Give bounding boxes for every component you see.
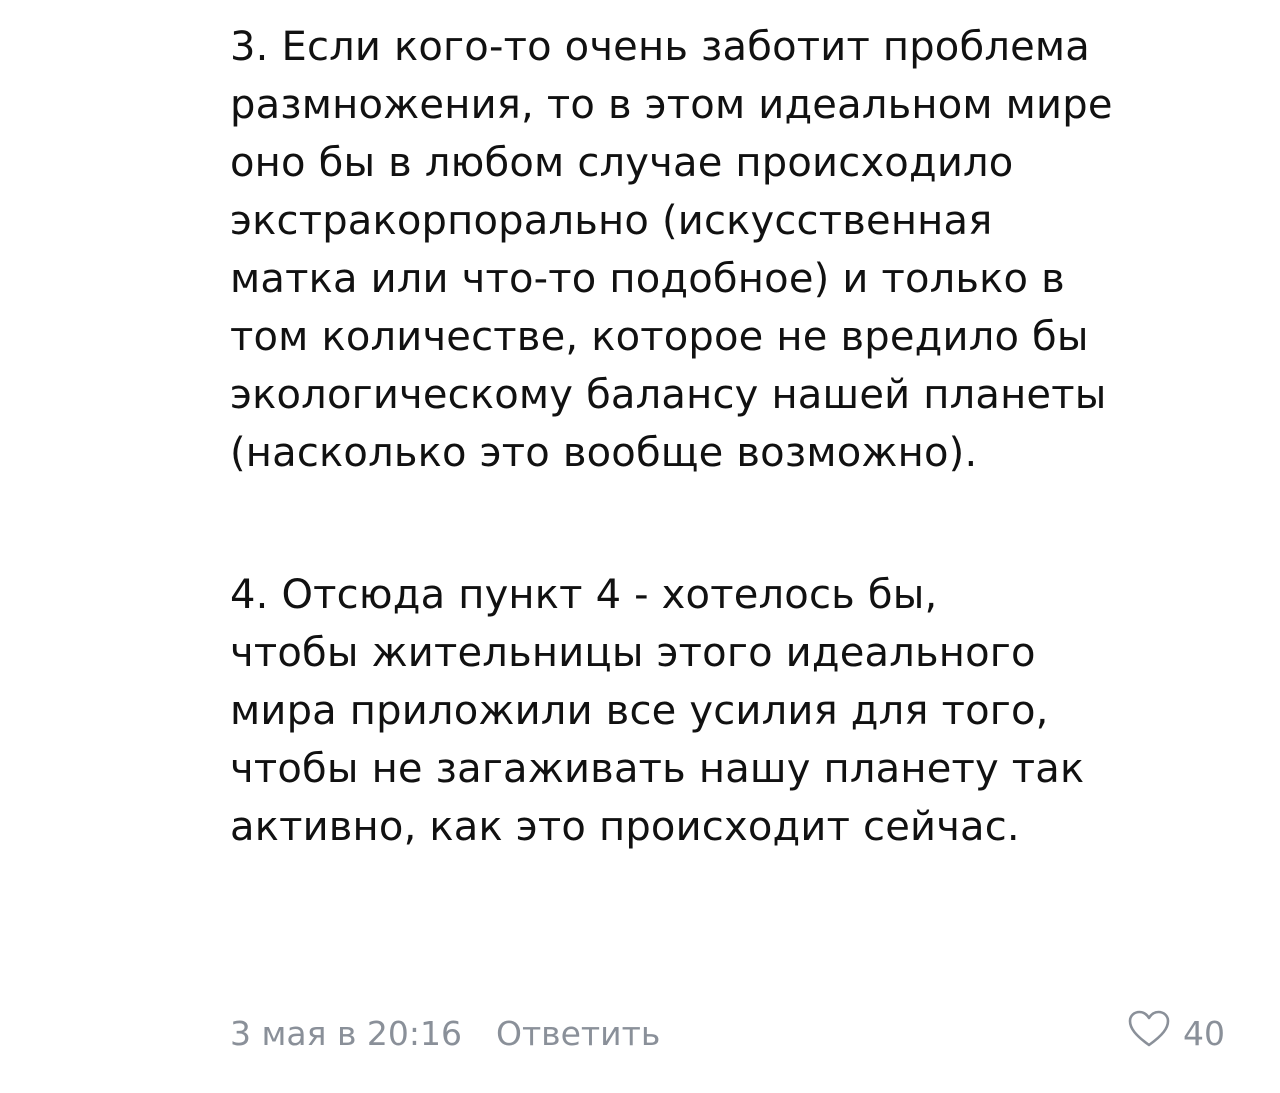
comment-timestamp[interactable]: 3 мая в 20:16: [230, 1013, 462, 1053]
likes-count: 40: [1183, 1013, 1225, 1053]
heart-outline-icon: [1127, 1009, 1183, 1057]
like-button[interactable]: [1127, 1009, 1225, 1057]
reply-button[interactable]: Ответить: [495, 1013, 661, 1053]
comment-paragraph-3: 3. Если кого-то очень заботит проблема размножения, то в этом идеальном мире оно бы в любом случае происходило экстракорпорально (искусственная матка или что-то подобное) и только в том количестве, которое не вредило бы экологическому балансу нашей планеты (насколько это вообще возможно).: [230, 24, 1113, 476]
comment-body: [230, 18, 1240, 856]
comment-paragraph-4: 4. Отсюда пункт 4 - хотелось бы, чтобы жительницы этого идеального мира приложили все усилия для того, чтобы не загаживать нашу планету так активно, как это происходит сейчас.: [230, 572, 1085, 850]
comment-footer: [230, 1008, 1225, 1058]
